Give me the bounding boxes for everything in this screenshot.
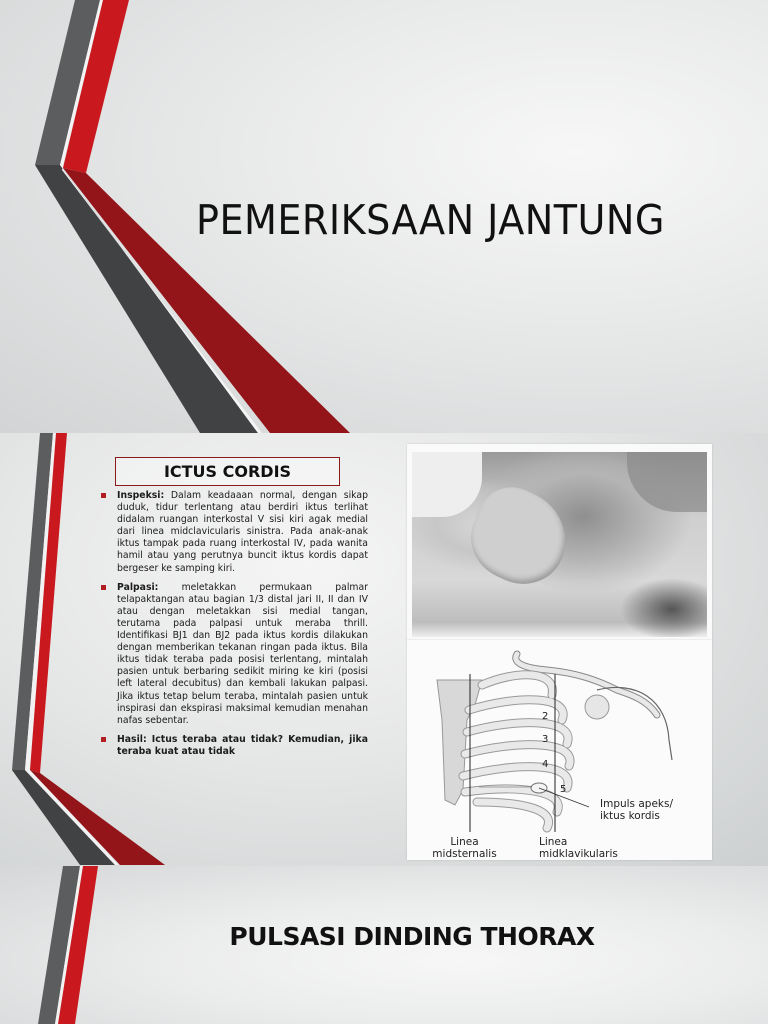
slide-title <box>0 0 768 433</box>
bullet-label: Inspeksi: <box>117 490 165 501</box>
palpation-photo <box>407 444 712 641</box>
svg-text:5: 5 <box>560 784 567 795</box>
bullet-square-icon <box>101 493 106 498</box>
label-line: Linea <box>539 836 568 848</box>
bullet-hasil <box>100 734 368 758</box>
svg-text:4: 4 <box>542 759 549 770</box>
bullet-text: meletakkan permukaan palmar telapaktangan atau bagian 1/3 distal jari II, II dan IV atau dengan meletakkan sisi medial tangan, terutama pada palpasi untuk meraba thrill. Identifikasi BJ1 dan BJ2 pada iktus kordis dilakukan dengan memberikan tekanan ringan pada iktus. Bila iktus tidak teraba pada posisi terlentang, mintalah pasien untuk berbaring sedikit miring ke kiri (posisi left lateral decubitus) dan kembali lakukan palpasi. Jika iktus tetap belum teraba, mintalah pasien untuk inspirasi dan ekspirasi maksimal kemudian menahan nafas sebentar. <box>117 581 368 726</box>
bullet-label: Hasil: Ictus teraba atau tidak? Kemudian, jika teraba kuat atau tidak <box>117 733 368 757</box>
slide-title-text: PEMERIKSAAN JANTUNG <box>196 196 665 244</box>
photo-coat-sleeve <box>412 452 482 517</box>
bullet-text: Dalam keadaaan normal, dengan sikap duduk, tidur terlentang atau berdiri iktus terlihat didalam ruangan interkostal V sisi kiri agak medial dari linea midclavicularis sinistra. Pada anak-anak iktus tampak pada ruang interkostal IV, pada wanita hamil atau yang perutnya buncit iktus kordis dapat bergeser ke samping kiri. <box>117 490 368 574</box>
svg-text:3: 3 <box>542 734 549 745</box>
bullet-palpasi <box>100 582 368 727</box>
photo-patient-shoulder <box>627 452 707 512</box>
label-linea-midsternalis <box>422 836 507 860</box>
photo-image <box>412 452 707 637</box>
label-impuls-apeks <box>600 798 673 822</box>
slide-ictus-cordis <box>0 433 768 866</box>
bullet-square-icon <box>101 585 106 590</box>
section-heading: ICTUS CORDIS <box>163 462 292 481</box>
label-line: iktus kordis <box>600 810 660 822</box>
ribcage-diagram <box>407 640 712 860</box>
slide-title-text: PULSASI DINDING THORAX <box>229 922 595 951</box>
ribcage-illustration <box>407 640 712 860</box>
label-linea-midklavikularis <box>539 836 618 860</box>
section-heading-box <box>115 457 340 486</box>
bullet-square-icon <box>101 737 106 742</box>
slide-pulsasi <box>0 866 768 1024</box>
bullet-list <box>100 490 368 765</box>
label-line: midklavikularis <box>539 848 618 860</box>
bullet-label: Palpasi: <box>117 581 159 593</box>
label-line: Impuls apeks/ <box>600 798 674 810</box>
bullet-inspeksi <box>100 490 368 575</box>
svg-text:2: 2 <box>542 711 549 722</box>
label-line: midsternalis <box>432 848 497 860</box>
label-line: Linea <box>450 836 479 848</box>
